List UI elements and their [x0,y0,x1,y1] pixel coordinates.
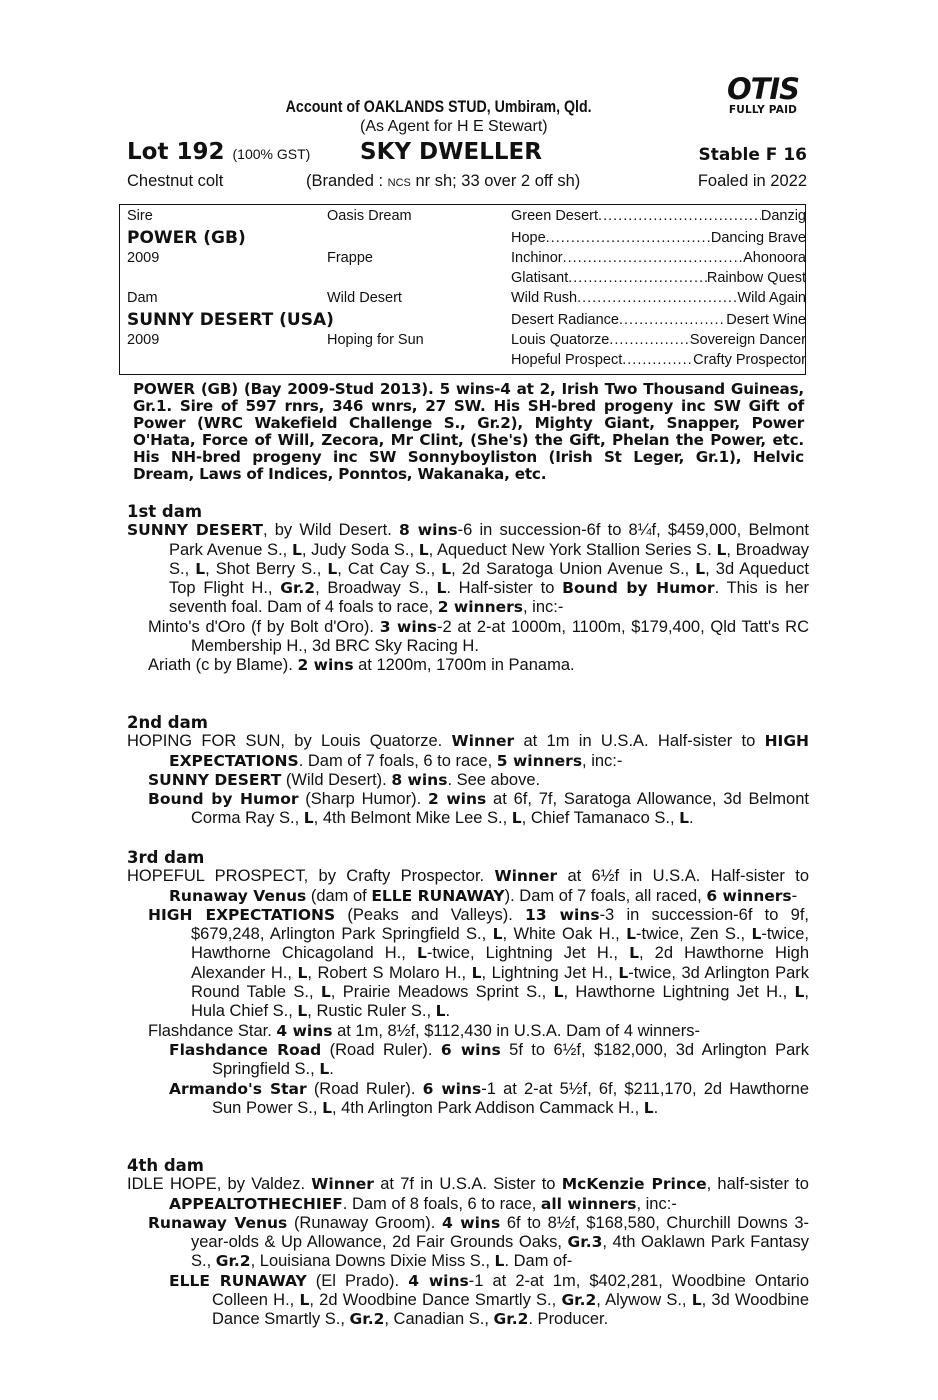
produce-record: IDLE HOPE, by Valdez. Winner at 7f in U.S.A. Sister to McKenzie Prince, half-sister to APPEALTOTHECHIEF. Dam of 8 foals, 6 to race, all winners, inc:- [127,1175,809,1213]
dam-dam: Hoping for Sun [327,332,424,348]
gg-sire: Ahonoora [743,250,806,266]
great-grandparent-row [511,208,806,224]
great-grandparent-row [511,230,806,246]
horse-name: SKY DWELLER [360,139,542,165]
dam-sire: Wild Desert [327,290,402,306]
gg-name: Louis Quatorze [511,332,610,348]
produce-record: Flashdance Star. 4 wins at 1m, 8½f, $112,430 in U.S.A. Dam of 4 winners- [148,1021,700,1040]
leader-dots [622,352,693,368]
leader-dots [568,270,707,286]
produce-record: SUNNY DESERT, by Wild Desert. 8 wins-6 in succession-6f to 8¼f, $459,000, Belmont Park Avenue S., L, Judy Soda S., L, Aqueduct New York Stallion Series S. L, Broadway S., L, Shot Berry S., L, Cat Cay S., L, 2d Saratoga Union Avenue S., L, 3d Aqueduct Top Flight H., Gr.2, Broadway S., L. Half-sister to Bound by Humor. This is her seventh foal. Dam of 4 foals to race, 2 winners, inc:- [127,521,810,617]
gg-sire: Desert Wine [726,312,806,328]
great-grandparent-row [511,312,806,328]
brand-prefix: (Branded : [306,172,388,190]
great-grandparent-row [511,352,806,368]
gst-note: (100% GST) [232,146,311,162]
pedigree-table [119,204,806,375]
lot-label: Lot 192 [127,139,225,165]
produce-record: Runaway Venus (Runaway Groom). 4 wins 6f to 8½f, $168,580, Churchill Downs 3-year-olds & Up Allowance, 2d Fair Grounds Oaks, Gr.3, 4th Oaklawn Park Fantasy S., Gr.2, Louisiana Downs Dixie Miss S., L. Dam of- [148,1213,810,1271]
dam-section-4th [127,1156,809,1330]
dam-heading: 1st dam [127,502,203,521]
gg-sire: Wild Again [737,290,806,306]
great-grandparent-row [511,270,806,286]
sire-label: Sire [127,208,153,224]
dam-name: SUNNY DESERT (USA) [127,310,334,330]
gg-sire: Rainbow Quest [706,270,806,286]
gg-name: Hopeful Prospect [511,352,623,368]
leader-dots [546,230,711,246]
gg-sire: Crafty Prospector [693,352,806,368]
sire-name: POWER (GB) [127,228,246,248]
produce-record: ELLE RUNAWAY (El Prado). 4 wins-1 at 2-at 1m, $402,281, Woodbine Ontario Colleen H., L, 2d Woodbine Dance Smartly S., Gr.2, Alywow S., L, 3d Woodbine Dance Smartly S., Gr.2, Canadian S., Gr.2. Producer. [169,1271,810,1329]
stable-location: Stable F 16 [698,145,807,165]
dam-section-2nd [127,713,809,829]
produce-record: HOPEFUL PROSPECT, by Crafty Prospector. Winner at 6½f in U.S.A. Half-sister to Runaway Venus (dam of ELLE RUNAWAY). Dam of 7 foals, all raced, 6 winners- [127,867,810,905]
colour-sex: Chestnut colt [127,172,224,190]
leader-dots [563,250,744,266]
gg-name: Hope [511,230,546,246]
leader-dots [619,312,726,328]
brand-description [306,172,580,191]
dam-heading: 2nd dam [127,713,208,732]
gg-sire: Danzig [760,208,806,224]
great-grandparent-row [511,250,806,266]
great-grandparent-row [511,332,806,348]
produce-record: HIGH EXPECTATIONS (Peaks and Valleys). 13 wins-3 in succession-6f to 9f, $679,248, Arlington Park Springfield S., L, White Oak H., L-twice, Zen S., L-twice, Hawthorne Chicagoland H., L-twice, Lightning Jet H., L, 2d Hawthorne High Alexander H., L, Robert S Molaro H., L, Lightning Jet H., L-twice, 3d Arlington Park Round Table S., L, Prairie Meadows Sprint S., L, Hawthorne Lightning Jet H., L, Hula Chief S., L, Rustic Ruler S., L. [148,905,810,1021]
produce-record: Ariath (c by Blame). 2 wins at 1200m, 1700m in Panama. [148,656,575,675]
sire-sire: Oasis Dream [327,208,412,224]
fully-paid-label: FULLY PAID [728,104,798,116]
otis-logo-icon: OTIS [726,72,800,106]
produce-record: HOPING FOR SUN, by Louis Quatorze. Winner at 1m in U.S.A. Half-sister to HIGH EXPECTATIONS. Dam of 7 foals, 6 to race, 5 winners, inc:- [127,732,810,770]
sire-year: 2009 [127,250,160,266]
gg-name: Inchinor [511,250,563,266]
dam-year: 2009 [127,332,160,348]
foaled-year: Foaled in 2022 [697,172,807,190]
sire-dam: Frappe [327,250,373,266]
dam-section-1st [127,502,809,676]
lot-number [127,139,310,165]
leader-dots [577,290,737,306]
brand-suffix: nr sh; 33 over 2 off sh) [410,172,581,190]
gg-name: Wild Rush [511,290,578,306]
vendor-account [65,98,872,117]
gg-name: Green Desert [511,208,599,224]
dam-section-3rd [127,848,809,1118]
leader-dots [609,332,690,348]
gg-sire: Dancing Brave [710,230,806,246]
produce-record: Minto's d'Oro (f by Bolt d'Oro). 3 wins-2 at 2-at 1000m, 1100m, $179,400, Qld Tatt's RC Membership H., 3d BRC Sky Racing H. [148,617,810,656]
produce-record: Armando's Star (Road Ruler). 6 wins-1 at 2-at 5½f, 6f, $211,170, 2d Hawthorne Sun Power S., L, 4th Arlington Park Addison Cammack H., L. [169,1079,810,1117]
sire-summary: POWER (GB) (Bay 2009-Stud 2013). 5 wins-4 at 2, Irish Two Thousand Guineas, Gr.1. Sire of 597 rnrs, 346 wnrs, 27 SW. His SH-bred progeny inc SW Gift of Power (WRC Wakefield Challenge S., Gr.2), Mighty Giant, Snapper, Power O'Hata, Force of Will, Zecora, Mr Clint, (She's) the Gift, Phelan the Power, etc. His NH-bred progeny inc SW Sonnyboyliston (Irish St Leger, Gr.1), Helvic Dream, Laws of Indices, Ponntos, Wakanaka, etc. [133,380,804,483]
dam-label: Dam [127,290,158,306]
dam-heading: 3rd dam [127,848,205,867]
leader-dots [598,208,761,224]
agent-line: (As Agent for H E Stewart) [360,118,548,135]
gg-name: Glatisant [511,270,569,286]
produce-record: SUNNY DESERT (Wild Desert). 8 wins. See above. [148,770,541,789]
gg-name: Desert Radiance [511,312,619,328]
gg-sire: Sovereign Dancer [689,332,806,348]
vendor-account-text: Account of OAKLANDS STUD, Umbiram, Qld. [285,98,592,116]
produce-record: Bound by Humor (Sharp Humor). 2 wins at 6f, 7f, Saratoga Allowance, 3d Belmont Corma Ray S., L, 4th Belmont Mike Lee S., L, Chief Tamanaco S., L. [148,790,809,828]
brand-mark: NCS [387,177,411,189]
great-grandparent-row [511,290,806,306]
produce-record: Flashdance Road (Road Ruler). 6 wins 5f to 6½f, $182,000, 3d Arlington Park Springfield S., L. [169,1040,810,1079]
dam-heading: 4th dam [127,1156,204,1175]
